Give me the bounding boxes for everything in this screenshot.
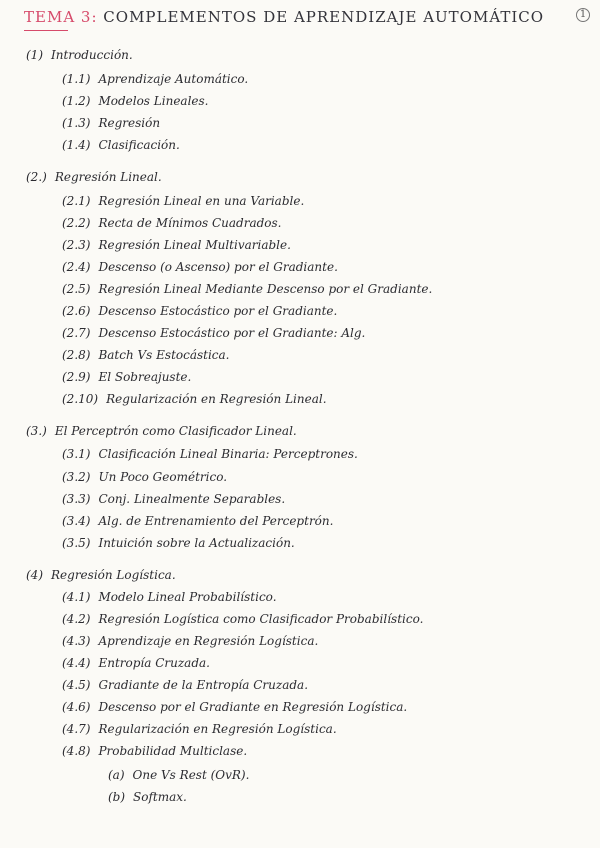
item-number: (1) (26, 48, 43, 62)
item-label: Recta de Mínimos Cuadrados. (98, 216, 282, 230)
page-number: 1 (576, 8, 590, 22)
item-label: Regresión Lineal Mediante Descenso por el Gradiante. (98, 282, 433, 296)
item-label: Probabilidad Multiclase. (98, 744, 248, 758)
item-label: Clasificación Lineal Binaria: Perceptrones. (98, 447, 358, 461)
item-number: (1.2) (62, 94, 91, 108)
subsection-item (62, 514, 333, 528)
section-heading (26, 568, 176, 582)
item-number: (2.2) (62, 216, 91, 230)
item-number: (4.6) (62, 700, 91, 714)
subsection-item (62, 72, 248, 86)
item-number: (4.7) (62, 722, 91, 736)
subsection-item (62, 700, 407, 714)
section-heading (26, 424, 297, 438)
item-label: Regresión Lineal Multivariable. (98, 238, 291, 252)
topic-title: COMPLEMENTOS DE APRENDIZAJE AUTOMÁTICO (103, 8, 545, 26)
item-number: (3.4) (62, 514, 91, 528)
subsection-item (62, 612, 423, 626)
item-number: (4.3) (62, 634, 91, 648)
item-number: (4.8) (62, 744, 91, 758)
item-label: Descenso Estocástico por el Gradiante. (98, 304, 338, 318)
subsection-item (62, 194, 304, 208)
item-label: Batch Vs Estocástica. (98, 348, 230, 362)
sub-subsection-item (108, 768, 249, 782)
item-label: Regularización en Regresión Logística. (98, 722, 337, 736)
item-label: El Perceptrón como Clasificador Lineal. (54, 424, 297, 438)
item-number: (2.4) (62, 260, 91, 274)
item-number: (2.7) (62, 326, 91, 340)
subsection-item (62, 116, 160, 130)
subsection-item (62, 304, 337, 318)
item-label: El Sobreajuste. (98, 370, 192, 384)
item-number: (4.5) (62, 678, 91, 692)
item-number: (4.2) (62, 612, 91, 626)
item-number: (3.) (26, 424, 47, 438)
item-label: Regresión Lineal. (54, 170, 162, 184)
item-number: (2.5) (62, 282, 91, 296)
item-label: Alg. de Entrenamiento del Perceptrón. (98, 514, 334, 528)
subsection-item (62, 370, 191, 384)
section-heading (26, 48, 133, 62)
item-number: (4.1) (62, 590, 91, 604)
item-number: (1.3) (62, 116, 91, 130)
item-label: Softmax. (133, 790, 187, 804)
subsection-item (62, 260, 338, 274)
subsection-item (62, 470, 227, 484)
item-number: (1.1) (62, 72, 91, 86)
section-heading (26, 170, 162, 184)
item-number: (2.9) (62, 370, 91, 384)
item-label: Aprendizaje en Regresión Logística. (98, 634, 319, 648)
item-label: Modelo Lineal Probabilístico. (98, 590, 277, 604)
item-label: Regresión Logística. (51, 568, 176, 582)
item-number: (3.1) (62, 447, 91, 461)
item-label: One Vs Rest (OvR). (132, 768, 250, 782)
title-underline (24, 30, 68, 31)
item-label: Intuición sobre la Actualización. (98, 536, 295, 550)
subsection-item (62, 138, 180, 152)
item-label: Introducción. (51, 48, 133, 62)
item-number: (3.2) (62, 470, 91, 484)
topic-number: TEMA 3: (24, 8, 98, 26)
subsection-item (62, 744, 247, 758)
item-label: Descenso por el Gradiante en Regresión Logística. (98, 700, 408, 714)
subsection-item (62, 238, 291, 252)
subsection-item (62, 348, 230, 362)
subsection-item (62, 282, 432, 296)
subsection-item (62, 678, 308, 692)
item-number: (2.10) (62, 392, 99, 406)
item-label: Gradiante de la Entropía Cruzada. (98, 678, 309, 692)
subsection-item (62, 722, 337, 736)
item-label: Regresión (98, 116, 161, 130)
item-number: (2.1) (62, 194, 91, 208)
item-number: (b) (108, 790, 126, 804)
item-label: Entropía Cruzada. (98, 656, 210, 670)
sub-subsection-item (108, 790, 187, 804)
subsection-item (62, 634, 318, 648)
item-label: Aprendizaje Automático. (98, 72, 249, 86)
item-label: Conj. Linealmente Separables. (98, 492, 286, 506)
item-number: (4.4) (62, 656, 91, 670)
item-label: Regresión Lineal en una Variable. (98, 194, 305, 208)
subsection-item (62, 94, 209, 108)
item-number: (2.) (26, 170, 47, 184)
item-number: (1.4) (62, 138, 91, 152)
item-number: (4) (26, 568, 43, 582)
item-label: Regularización en Regresión Lineal. (106, 392, 327, 406)
item-number: (2.6) (62, 304, 91, 318)
subsection-item (62, 392, 327, 406)
item-number: (2.3) (62, 238, 91, 252)
subsection-item (62, 326, 365, 340)
item-label: Clasificación. (98, 138, 180, 152)
page-title (24, 8, 544, 26)
item-number: (3.5) (62, 536, 91, 550)
subsection-item (62, 492, 285, 506)
item-number: (3.3) (62, 492, 91, 506)
item-label: Modelos Lineales. (98, 94, 209, 108)
item-label: Descenso Estocástico por el Gradiante: Alg. (98, 326, 366, 340)
item-label: Regresión Logística como Clasificador Probabilístico. (98, 612, 424, 626)
item-label: Descenso (o Ascenso) por el Gradiante. (98, 260, 338, 274)
item-number: (a) (108, 768, 125, 782)
item-number: (2.8) (62, 348, 91, 362)
item-label: Un Poco Geométrico. (98, 470, 228, 484)
subsection-item (62, 216, 281, 230)
subsection-item (62, 447, 358, 461)
subsection-item (62, 656, 210, 670)
subsection-item (62, 590, 277, 604)
subsection-item (62, 536, 295, 550)
